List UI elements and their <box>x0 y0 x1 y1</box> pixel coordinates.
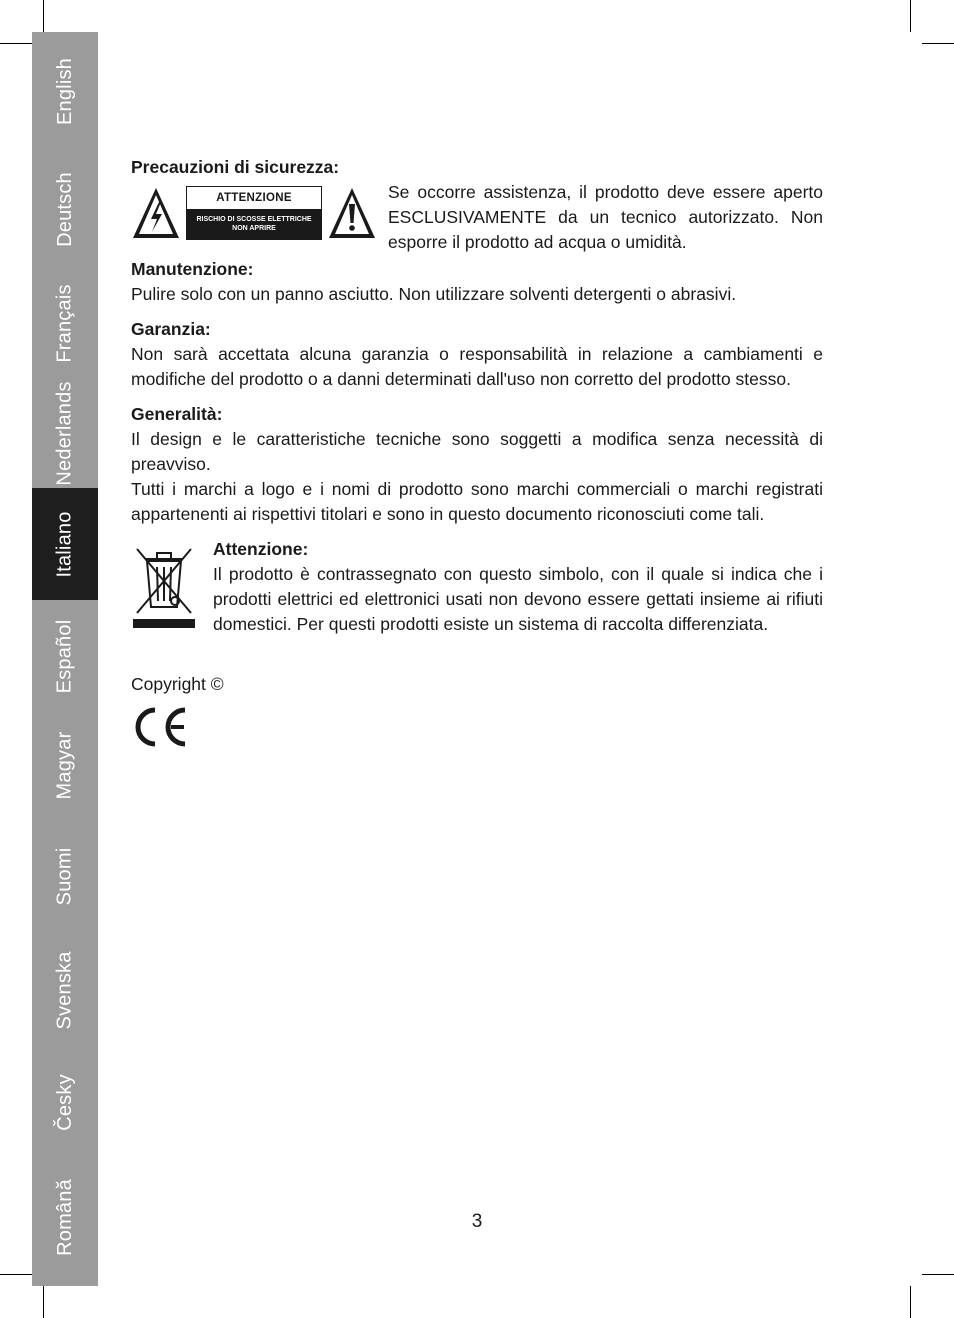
general-heading: Generalità: <box>131 404 223 424</box>
crop-mark <box>0 1274 32 1275</box>
attention-text: Il prodotto è contrassegnato con questo simbolo, con il quale si indica che i prodotti elettrici ed elettronici usati non devono essere gettati insieme ai rifiuti domestici. Per questi prodotti esiste un sistema di raccolta differenziata. <box>213 564 823 634</box>
electric-shock-warning-icon <box>131 186 181 240</box>
warning-label-subtitle: RISCHIO DI SCOSSE ELETTRICHE NON APRIRE <box>196 216 312 232</box>
tab-nederlands[interactable]: Nederlands <box>53 380 76 486</box>
safety-text: Se occorre assistenza, il prodotto deve essere aperto ESCLUSIVAMENTE da un tecnico autorizzato. Non esporre il prodotto ad acqua o umidità. <box>388 182 823 252</box>
tab-svenska[interactable]: Svenska <box>53 950 76 1030</box>
tab-romana[interactable]: Română <box>53 1178 76 1256</box>
crop-mark <box>43 0 44 32</box>
warranty-text: Non sarà accettata alcuna garanzia o responsabilità in relazione a cambiamenti e modifiche del prodotto o a danni determinati dall'uso non corretto del prodotto stesso. <box>131 344 823 389</box>
crop-mark <box>922 43 954 44</box>
tab-espanol[interactable]: Español <box>53 619 76 693</box>
crop-mark <box>922 1274 954 1275</box>
tab-suomi[interactable]: Suomi <box>53 847 76 905</box>
warning-label-title: ATTENZIONE <box>187 187 321 209</box>
attention-text-block <box>213 537 823 637</box>
warranty-section <box>131 317 823 392</box>
maintenance-text: Pulire solo con un panno asciutto. Non utilizzare solventi detergenti o abrasivi. <box>131 284 737 304</box>
warning-label <box>186 186 322 240</box>
maintenance-heading: Manutenzione: <box>131 259 254 279</box>
crossed-out-bin-icon <box>131 541 197 631</box>
tab-francais[interactable]: Français <box>53 283 76 363</box>
crop-mark <box>0 43 32 44</box>
tab-magyar[interactable]: Magyar <box>53 731 76 799</box>
safety-section <box>131 155 823 252</box>
tab-english[interactable]: English <box>53 57 76 125</box>
tab-deutsch[interactable]: Deutsch <box>53 171 76 247</box>
main-content <box>131 155 823 749</box>
attention-section <box>131 537 823 662</box>
crop-mark <box>910 1286 911 1318</box>
maintenance-section <box>131 257 823 307</box>
crop-mark <box>910 0 911 32</box>
general-text-1: Il design e le caratteristiche tecniche sono soggetti a modifica senza necessità di preavviso. <box>131 429 823 474</box>
tab-italiano[interactable]: Italiano <box>32 488 98 600</box>
tab-cesky[interactable]: Česky <box>53 1073 76 1131</box>
safety-heading: Precauzioni di sicurezza: <box>131 157 340 177</box>
copyright-text: Copyright © <box>131 674 224 694</box>
general-section <box>131 402 823 527</box>
attention-heading: Attenzione: <box>213 539 309 559</box>
language-sidebar <box>32 32 98 1286</box>
warranty-heading: Garanzia: <box>131 319 211 339</box>
ce-mark-icon <box>131 705 189 749</box>
general-text-2: Tutti i marchi a logo e i nomi di prodotto sono marchi commerciali o marchi registrati appartenenti ai rispettivi titolari e sono in questo documento riconosciuti come tali. <box>131 479 823 524</box>
page-number: 3 <box>471 1211 483 1232</box>
crop-mark <box>43 1286 44 1318</box>
exclamation-warning-icon <box>327 186 377 240</box>
